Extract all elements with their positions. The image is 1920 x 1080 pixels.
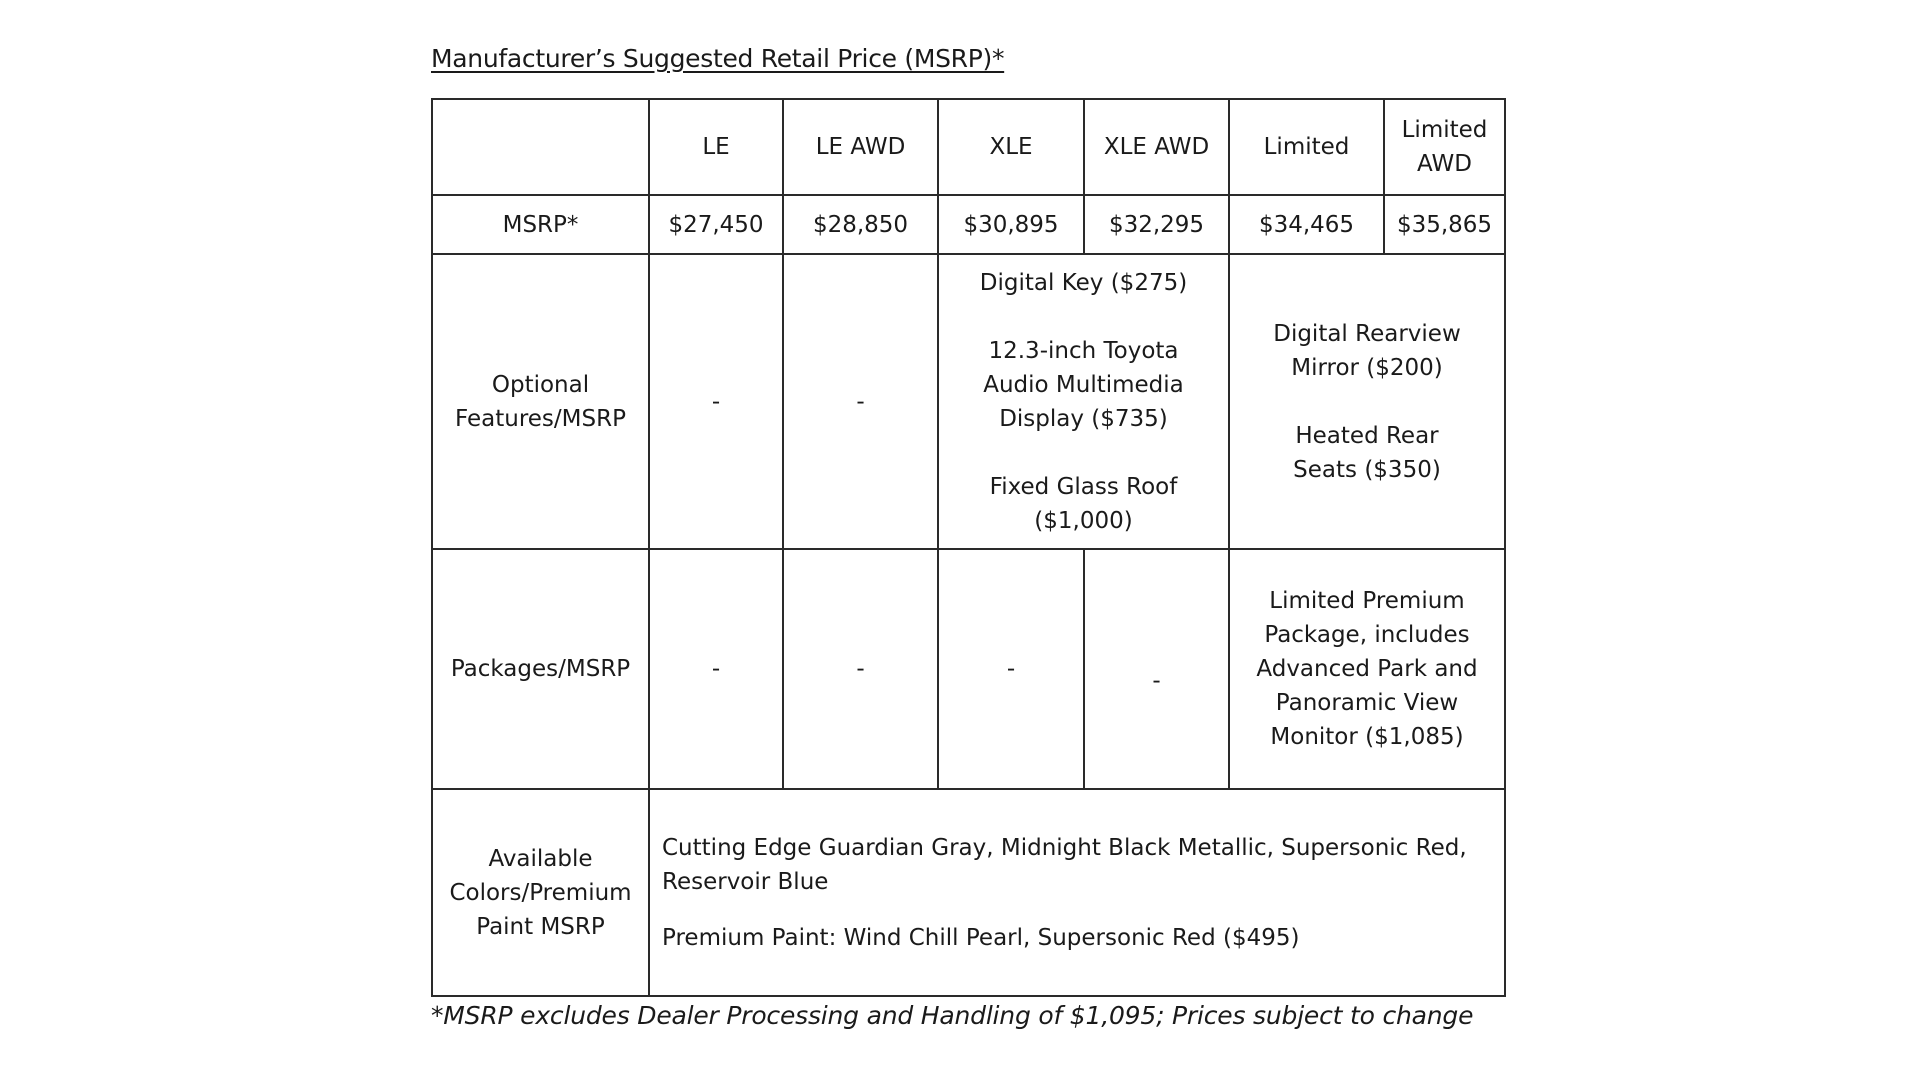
- available-colors-text: Cutting Edge Guardian Gray, Midnight Black Metallic, Supersonic Red, Reservoir Blue: [662, 834, 1467, 895]
- option-fixed-glass-roof: Fixed Glass Roof ($1,000): [989, 473, 1178, 534]
- table-row-optional-features: [432, 254, 1505, 549]
- header-limited-awd: Limited AWD: [1384, 99, 1505, 195]
- header-limited: Limited: [1229, 99, 1384, 195]
- package-xle-awd: [1084, 549, 1229, 789]
- option-digital-rearview-mirror: Digital Rearview Mirror ($200): [1273, 320, 1461, 381]
- package-le: -: [649, 549, 783, 789]
- option-heated-rear-seats: Heated Rear Seats ($350): [1293, 422, 1441, 483]
- footnote: *MSRP excludes Dealer Processing and Handling of $1,095; Prices subject to change: [431, 1001, 1474, 1030]
- msrp-xle-awd: $32,295: [1084, 195, 1229, 254]
- table-row-packages: [432, 549, 1505, 789]
- header-xle: XLE: [938, 99, 1084, 195]
- page-title: Manufacturer’s Suggested Retail Price (MSRP)*: [431, 44, 1005, 73]
- header-empty-cell: [432, 99, 649, 195]
- msrp-xle: $30,895: [938, 195, 1084, 254]
- header-row: [432, 99, 1505, 195]
- optional-limited-group: [1229, 254, 1505, 549]
- msrp-limited: $34,465: [1229, 195, 1384, 254]
- option-multimedia-display: 12.3-inch Toyota Audio Multimedia Display ($735): [983, 337, 1184, 432]
- colors-cell: [649, 789, 1505, 996]
- msrp-le: $27,450: [649, 195, 783, 254]
- header-le: LE: [649, 99, 783, 195]
- row-label-colors: Available Colors/Premium Paint MSRP: [432, 789, 649, 996]
- optional-xle-group: [938, 254, 1229, 549]
- package-limited-group: Limited Premium Package, includes Advanced Park and Panoramic View Monitor ($1,085): [1229, 549, 1505, 789]
- package-xle-awd-dash: -: [1152, 668, 1161, 694]
- row-label-msrp: MSRP*: [432, 195, 649, 254]
- table-row-msrp: [432, 195, 1505, 254]
- package-le-awd: -: [783, 549, 938, 789]
- package-xle: -: [938, 549, 1084, 789]
- row-label-optional-features: Optional Features/MSRP: [432, 254, 649, 549]
- optional-le: -: [649, 254, 783, 549]
- option-digital-key: Digital Key ($275): [979, 269, 1188, 296]
- header-xle-awd: XLE AWD: [1084, 99, 1229, 195]
- msrp-table: [431, 98, 1506, 997]
- msrp-limited-awd: $35,865: [1384, 195, 1505, 254]
- header-le-awd: LE AWD: [783, 99, 938, 195]
- premium-paint-text: Premium Paint: Wind Chill Pearl, Supersonic Red ($495): [662, 924, 1300, 951]
- row-label-packages: Packages/MSRP: [432, 549, 649, 789]
- msrp-le-awd: $28,850: [783, 195, 938, 254]
- optional-le-awd: -: [783, 254, 938, 549]
- table-row-colors: [432, 789, 1505, 996]
